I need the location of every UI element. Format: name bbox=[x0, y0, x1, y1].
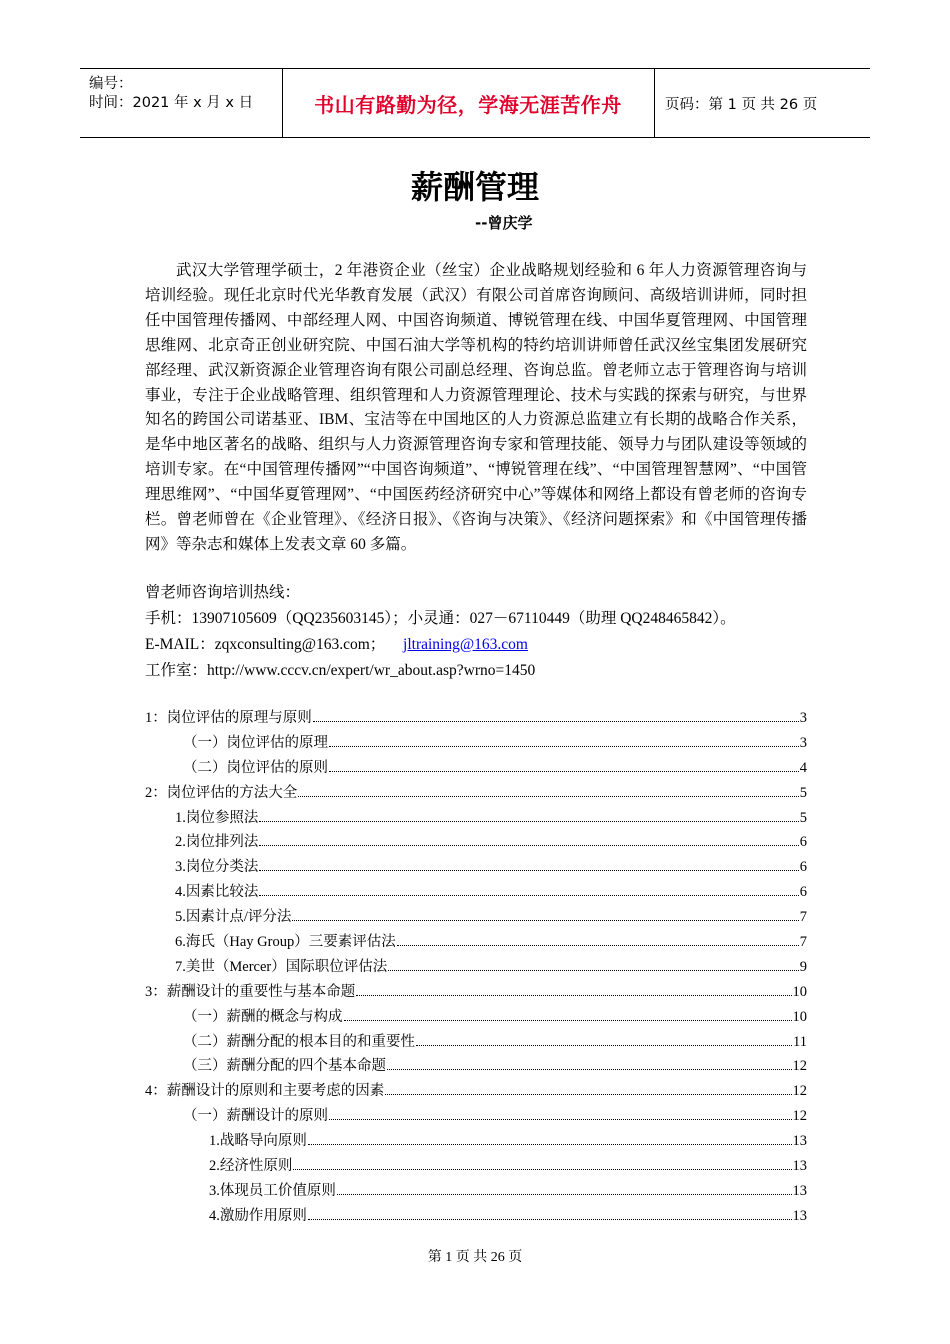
toc-entry[interactable] bbox=[145, 955, 807, 980]
toc-entry[interactable] bbox=[145, 880, 807, 905]
email-primary: E-MAIL：zqxconsulting@163.com； bbox=[145, 636, 386, 653]
toc-entry-page: 7 bbox=[799, 934, 807, 951]
toc-entry-page: 12 bbox=[792, 1058, 807, 1075]
toc-entry-title: 5.因素计点/评分法 bbox=[175, 909, 292, 926]
toc-leader-dots bbox=[259, 870, 798, 871]
toc-entry[interactable] bbox=[145, 855, 807, 880]
toc-entry-title: 4.激励作用原则 bbox=[209, 1207, 307, 1224]
toc-entry-page: 12 bbox=[792, 1108, 807, 1125]
toc-entry[interactable] bbox=[145, 905, 807, 930]
toc-entry-page: 13 bbox=[792, 1158, 807, 1175]
toc-entry[interactable] bbox=[145, 706, 807, 731]
header-date: 时间：2021 年 x 月 x 日 bbox=[89, 95, 254, 111]
toc-entry-page: 4 bbox=[799, 759, 807, 776]
toc-leader-dots bbox=[337, 1194, 792, 1195]
page-title: 薪酬管理 bbox=[410, 168, 539, 206]
toc-entry-page: 13 bbox=[792, 1207, 807, 1224]
toc-entry-title: 2.经济性原则 bbox=[209, 1158, 293, 1175]
toc-entry[interactable] bbox=[145, 1129, 807, 1154]
page-header bbox=[80, 68, 870, 138]
intro-paragraph: 武汉大学管理学硕士，2 年港资企业（丝宝）企业战略规划经验和 6 年人力资源管理咨询与培训经验。现任北京时代光华教育发展（武汉）有限公司首席咨询顾问、高级培训讲师，同时担任中国管理传播网、中部经理人网、中国咨询频道、博锐管理在线、中国华夏管理网、中国管理思维网、北京奇正创业研究院、中国石油大学等机构的特约培训讲师曾任武汉丝宝集团发展研究部经理、武汉新资源企业管理咨询有限公司副总经理、咨询总监。曾老师立志于管理咨询与培训事业，专注于企业战略管理、组织管理和人力资源管理理论、技术与实践的探索与研究，与世界知名的跨国公司诺基亚、IBM、宝洁等在中国地区的人力资源总监建立有长期的战略合作关系，是华中地区著名的战略、组织与人力资源管理咨询专家和管理技能、领导力与团队建设等领域的培训专家。在“中国管理传播网”“中国咨询频道”、“博锐管理在线”、“中国管理智慧网”、“中国管理思维网”、“中国华夏管理网”、“中国医药经济研究中心”等媒体和网络上都设有曾老师的咨询专栏。曾老师曾在《企业管理》、《经济日报》、《咨询与决策》、《经济问题探索》和《中国管理传播网》等杂志和媒体上发表文章 60 多篇。 bbox=[145, 262, 807, 553]
table-of-contents bbox=[145, 706, 807, 1229]
email-link[interactable]: jltraining@163.com bbox=[403, 636, 528, 653]
toc-leader-dots bbox=[388, 970, 799, 971]
toc-entry-title: 3.岗位分类法 bbox=[175, 859, 259, 876]
toc-entry-page: 7 bbox=[799, 909, 807, 926]
toc-entry-title: 1.战略导向原则 bbox=[209, 1133, 307, 1150]
toc-leader-dots bbox=[308, 1219, 792, 1220]
toc-entry-title: （一）薪酬的概念与构成 bbox=[183, 1008, 343, 1025]
toc-leader-dots bbox=[397, 945, 799, 946]
toc-entry-page: 13 bbox=[792, 1133, 807, 1150]
toc-entry[interactable] bbox=[145, 756, 807, 781]
toc-leader-dots bbox=[259, 845, 798, 846]
header-motto: 书山有路勤为径，学海无涯苦作舟 bbox=[282, 69, 655, 137]
toc-entry[interactable] bbox=[145, 1054, 807, 1079]
toc-entry-title: 1：岗位评估的原理与原则 bbox=[145, 710, 312, 726]
header-meta bbox=[80, 69, 283, 137]
toc-entry-title: 2：岗位评估的方法大全 bbox=[145, 784, 298, 801]
toc-entry-page: 10 bbox=[792, 983, 807, 1000]
toc-entry-title: （一）岗位评估的原理 bbox=[183, 734, 328, 751]
toc-entry-page: 3 bbox=[799, 710, 807, 726]
toc-entry[interactable] bbox=[145, 1030, 807, 1055]
toc-leader-dots bbox=[329, 746, 799, 747]
toc-leader-dots bbox=[293, 1169, 791, 1170]
toc-entry-title: （三）薪酬分配的四个基本命题 bbox=[183, 1058, 386, 1075]
toc-entry-page: 5 bbox=[799, 784, 807, 801]
toc-entry-page: 6 bbox=[799, 834, 807, 851]
toc-entry[interactable] bbox=[145, 1179, 807, 1204]
header-number: 编号： bbox=[89, 76, 133, 92]
toc-leader-dots bbox=[416, 1045, 792, 1046]
toc-entry-page: 9 bbox=[799, 958, 807, 975]
toc-leader-dots bbox=[292, 920, 798, 921]
toc-entry-page: 11 bbox=[793, 1033, 807, 1050]
header-page-info bbox=[655, 69, 870, 137]
toc-entry-page: 3 bbox=[799, 734, 807, 751]
toc-entry[interactable] bbox=[145, 1104, 807, 1129]
toc-entry[interactable] bbox=[145, 1079, 807, 1104]
toc-entry[interactable] bbox=[145, 980, 807, 1005]
toc-entry-page: 13 bbox=[792, 1182, 807, 1199]
studio-line: 工作室：http://www.cccv.cn/expert/wr_about.asp?wrno=1450 bbox=[145, 662, 536, 679]
toc-leader-dots bbox=[387, 1069, 792, 1070]
toc-entry-title: （二）薪酬分配的根本目的和重要性 bbox=[183, 1033, 415, 1050]
toc-entry[interactable] bbox=[145, 781, 807, 806]
toc-leader-dots bbox=[356, 995, 791, 996]
toc-leader-dots bbox=[329, 1119, 792, 1120]
toc-entry-title: 4.因素比较法 bbox=[175, 884, 259, 901]
hotline-label: 曾老师咨询培训热线： bbox=[145, 584, 301, 601]
toc-entry-title: 3.体现员工价值原则 bbox=[209, 1182, 336, 1199]
toc-leader-dots bbox=[313, 721, 799, 722]
toc-entry-title: 6.海氏（Hay Group）三要素评估法 bbox=[175, 934, 396, 951]
toc-entry[interactable] bbox=[145, 930, 807, 955]
toc-entry-page: 12 bbox=[792, 1083, 807, 1100]
toc-leader-dots bbox=[308, 1144, 792, 1145]
phone-line: 手机：13907105609（QQ235603145）；小灵通：027－67110449（助理 QQ248465842）。 bbox=[145, 610, 736, 627]
toc-entry[interactable] bbox=[145, 806, 807, 831]
toc-entry-title: （一）薪酬设计的原则 bbox=[183, 1108, 328, 1125]
toc-entry-title: 1.岗位参照法 bbox=[175, 809, 259, 826]
toc-leader-dots bbox=[298, 796, 799, 797]
toc-entry-title: 2.岗位排列法 bbox=[175, 834, 259, 851]
toc-leader-dots bbox=[259, 821, 798, 822]
toc-leader-dots bbox=[385, 1094, 791, 1095]
toc-leader-dots bbox=[344, 1020, 792, 1021]
toc-entry[interactable] bbox=[145, 1204, 807, 1229]
toc-entry-title: 3：薪酬设计的重要性与基本命题 bbox=[145, 983, 356, 1000]
toc-entry-title: 4：薪酬设计的原则和主要考虑的因素 bbox=[145, 1083, 385, 1100]
toc-entry[interactable] bbox=[145, 1005, 807, 1030]
toc-leader-dots bbox=[259, 895, 798, 896]
toc-entry[interactable] bbox=[145, 830, 807, 855]
toc-entry-page: 10 bbox=[792, 1008, 807, 1025]
toc-leader-dots bbox=[329, 771, 799, 772]
page-footer: 第 1 页 共 26 页 bbox=[427, 1250, 523, 1265]
email-line bbox=[145, 632, 825, 654]
toc-entry-title: （二）岗位评估的原则 bbox=[183, 759, 328, 776]
toc-entry-title: 7.美世（Mercer）国际职位评估法 bbox=[175, 958, 388, 975]
toc-entry-page: 6 bbox=[799, 859, 807, 876]
toc-entry[interactable] bbox=[145, 1154, 807, 1179]
toc-entry-page: 6 bbox=[799, 884, 807, 901]
toc-entry[interactable] bbox=[145, 731, 807, 756]
header-page-text: 页码：第 1 页 共 26 页 bbox=[665, 96, 818, 113]
author-line: --曾庆学 bbox=[475, 214, 533, 232]
toc-entry-page: 5 bbox=[799, 809, 807, 826]
